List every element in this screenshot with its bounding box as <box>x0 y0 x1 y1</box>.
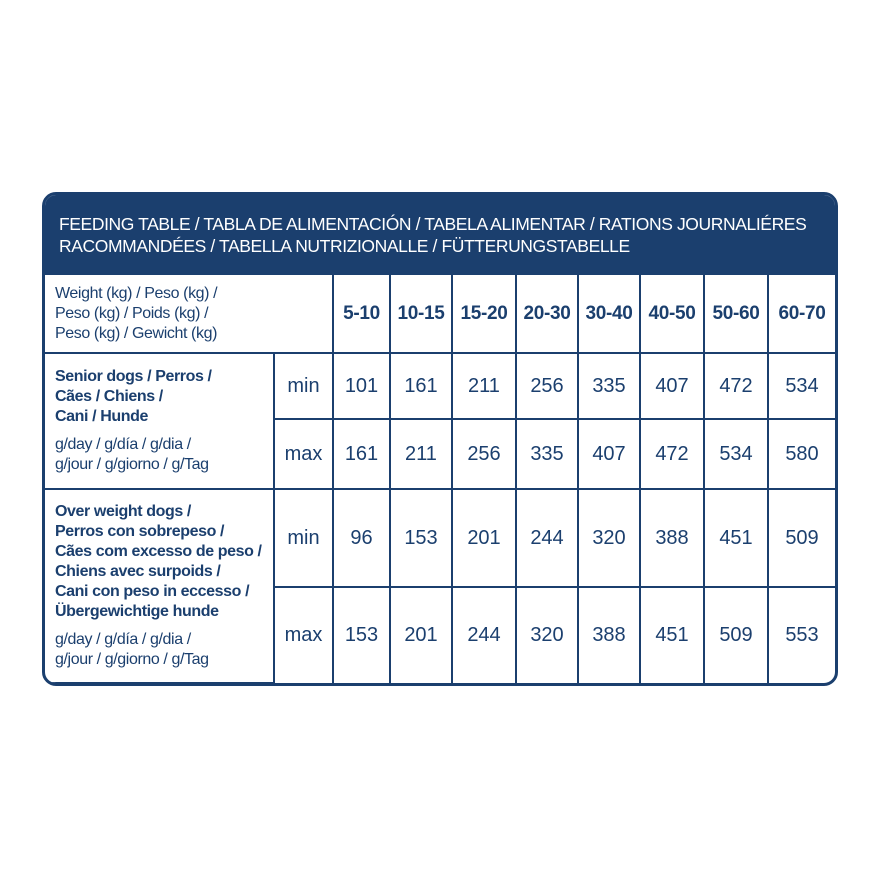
min-label: min <box>274 489 333 587</box>
value-cell: 96 <box>333 489 390 587</box>
value-cell: 388 <box>578 587 640 683</box>
unit-line: g/jour / g/giorno / g/Tag <box>55 456 209 473</box>
feeding-table-title <box>45 195 835 275</box>
group-name-line: Cani con peso in eccesso / <box>55 583 250 600</box>
group-name-line: Cães com excesso de peso / <box>55 543 262 560</box>
value-cell: 211 <box>390 419 452 489</box>
group-name-line: Over weight dogs / <box>55 503 191 520</box>
group-name-line: Cães / Chiens / <box>55 388 163 405</box>
value-cell: 451 <box>704 489 768 587</box>
group-name-line: Perros con sobrepeso / <box>55 523 225 540</box>
feeding-table-card <box>42 192 838 686</box>
group-name-line: Chiens avec surpoids / <box>55 563 221 580</box>
unit-line: g/day / g/día / g/dia / <box>55 631 191 648</box>
weight-range-header: 40-50 <box>640 275 704 353</box>
weight-label-line: Peso (kg) / Poids (kg) / <box>55 304 209 322</box>
group-name <box>55 367 273 427</box>
weight-range-header: 30-40 <box>578 275 640 353</box>
weight-range-header: 50-60 <box>704 275 768 353</box>
group-name <box>55 502 273 622</box>
value-cell: 580 <box>768 419 835 489</box>
value-cell: 153 <box>333 587 390 683</box>
value-cell: 201 <box>452 489 516 587</box>
value-cell: 335 <box>516 419 578 489</box>
value-cell: 509 <box>768 489 835 587</box>
senior-dogs-label <box>45 353 274 489</box>
value-cell: 256 <box>452 419 516 489</box>
value-cell: 201 <box>390 587 452 683</box>
weight-header-row <box>45 275 835 353</box>
weight-range-header: 15-20 <box>452 275 516 353</box>
value-cell: 101 <box>333 353 390 419</box>
min-label: min <box>274 353 333 419</box>
value-cell: 472 <box>704 353 768 419</box>
value-cell: 320 <box>516 587 578 683</box>
max-label: max <box>274 419 333 489</box>
value-cell: 472 <box>640 419 704 489</box>
value-cell: 509 <box>704 587 768 683</box>
feeding-table <box>45 275 835 684</box>
weight-range-header: 10-15 <box>390 275 452 353</box>
group-name-line: Cani / Hunde <box>55 408 148 425</box>
unit-line: g/day / g/día / g/dia / <box>55 436 191 453</box>
weight-label-line: Weight (kg) / Peso (kg) / <box>55 284 218 302</box>
value-cell: 335 <box>578 353 640 419</box>
value-cell: 534 <box>704 419 768 489</box>
overweight-min-row <box>45 489 835 587</box>
group-name-line: Übergewichtige hunde <box>55 603 219 620</box>
title-line-1: FEEDING TABLE / TABLA DE ALIMENTACIÓN / TABELA ALIMENTAR / RATIONS JOURNALIÉRES <box>59 214 807 234</box>
value-cell: 244 <box>452 587 516 683</box>
senior-min-row <box>45 353 835 419</box>
value-cell: 320 <box>578 489 640 587</box>
value-cell: 161 <box>390 353 452 419</box>
weight-label-cell <box>45 275 333 353</box>
group-name-line: Senior dogs / Perros / <box>55 368 212 385</box>
weight-label-line: Peso (kg) / Gewicht (kg) <box>55 324 218 342</box>
title-line-2: RACOMMANDÉES / TABELLA NUTRIZIONALLE / FÜTTERUNGSTABELLE <box>59 236 630 256</box>
weight-range-header: 20-30 <box>516 275 578 353</box>
value-cell: 161 <box>333 419 390 489</box>
value-cell: 388 <box>640 489 704 587</box>
value-cell: 553 <box>768 587 835 683</box>
value-cell: 407 <box>578 419 640 489</box>
value-cell: 534 <box>768 353 835 419</box>
unit-line: g/jour / g/giorno / g/Tag <box>55 651 209 668</box>
max-label: max <box>274 587 333 683</box>
weight-range-header: 60-70 <box>768 275 835 353</box>
value-cell: 407 <box>640 353 704 419</box>
value-cell: 153 <box>390 489 452 587</box>
overweight-dogs-label <box>45 489 274 683</box>
value-cell: 256 <box>516 353 578 419</box>
value-cell: 451 <box>640 587 704 683</box>
weight-range-header: 5-10 <box>333 275 390 353</box>
value-cell: 211 <box>452 353 516 419</box>
value-cell: 244 <box>516 489 578 587</box>
